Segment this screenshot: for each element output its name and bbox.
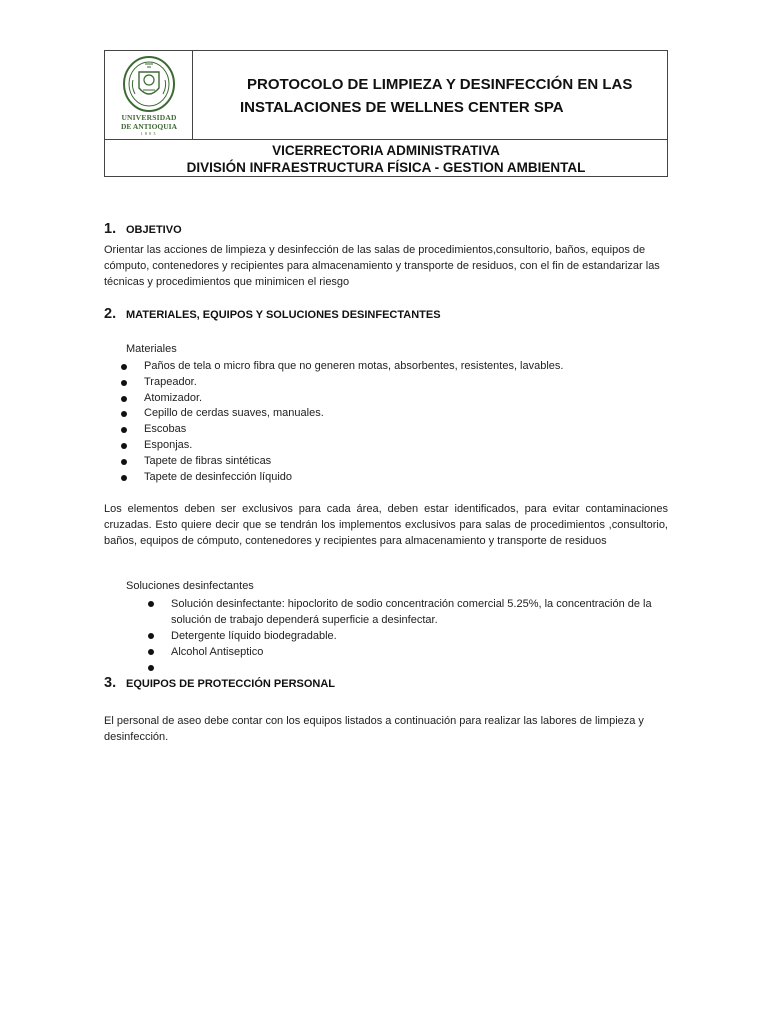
materials-list [116, 359, 563, 485]
document-title-line2: INSTALACIONES DE WELLNES CENTER SPA [240, 99, 564, 116]
list-item: Paños de tela o micro fibra que no generen motas, absorbentes, resistentes, lavables. [116, 359, 563, 375]
bullet-icon [121, 475, 127, 481]
epp-paragraph: El personal de aseo debe contar con los equipos listados a continuación para realizar las labores de limpieza y desinfección. [104, 715, 644, 743]
list-item: Tapete de fibras sintéticas [116, 454, 563, 470]
list-item: Tapete de desinfección líquido [116, 470, 563, 486]
objetivo-paragraph: Orientar las acciones de limpieza y desinfección de las salas de procedimientos,consultorio, baños, equipos de cómputo, contenedores y recipientes para almacenamiento y transporte de residuos, con el fin de estandarizar las técnicas y procedimientos que minimicen el riesgo [104, 244, 660, 288]
list-item: Atomizador. [116, 391, 563, 407]
section-title: OBJETIVO [126, 224, 182, 236]
bullet-icon [148, 633, 154, 639]
bullet-icon [148, 601, 154, 607]
bullet-icon [121, 380, 127, 386]
section-number: 2. [104, 306, 117, 322]
list-item: Escobas [116, 422, 563, 438]
section-number: 1. [104, 221, 117, 237]
subtitle-line2: DIVISIÓN INFRAESTRUCTURA FÍSICA - GESTION AMBIENTAL [186, 160, 586, 175]
solutions-list [144, 596, 668, 674]
list-item: Solución desinfectante: hipoclorito de sodio concentración comercial 5.25%, la concentración de la solución de trabajo dependerá superficie a desinfectar. [144, 596, 668, 628]
bullet-icon [121, 459, 127, 465]
section-title: EQUIPOS DE PROTECCIÓN PERSONAL [126, 678, 336, 690]
bullet-icon [121, 427, 127, 433]
bullet-icon [121, 396, 127, 402]
document-title-line1: PROTOCOLO DE LIMPIEZA Y DESINFECCIÓN EN LAS [247, 76, 633, 93]
list-item: Detergente líquido biodegradable. [144, 628, 668, 644]
list-item: Alcohol Antiseptico [144, 644, 668, 660]
title-cell [193, 51, 667, 139]
logo-text-line2: DE ANTIOQUIA [120, 122, 178, 131]
list-item: Esponjas. [116, 438, 563, 454]
list-item [144, 660, 668, 674]
university-seal-icon [121, 56, 177, 112]
bullet-icon [148, 649, 154, 655]
logo-text-line1: UNIVERSIDAD [121, 113, 177, 122]
bullet-icon [121, 443, 127, 449]
section-heading-materiales [104, 306, 441, 322]
list-item: Trapeador. [116, 375, 563, 391]
section-number: 3. [104, 675, 117, 691]
bullet-icon [121, 364, 127, 370]
subtitle-row [105, 139, 667, 176]
section-title: MATERIALES, EQUIPOS Y SOLUCIONES DESINFECTANTES [126, 309, 441, 321]
solutions-label: Soluciones desinfectantes [126, 580, 254, 592]
logo-text-year: 1803 [140, 131, 158, 136]
bullet-icon [148, 665, 154, 671]
logo-cell [105, 51, 193, 139]
document-header [104, 50, 668, 177]
list-item: Cepillo de cerdas suaves, manuales. [116, 406, 563, 422]
elements-note-paragraph: Los elementos deben ser exclusivos para cada área, deben estar identificados, para evitar contaminaciones cruzadas. Esto quiere decir que se tendrán los implementos exclusivos para salas de procedimientos ,consultorio, baños, equipos de cómputo, contenedores y recipientes para almacenamiento y transporte de residuos [104, 503, 668, 547]
materials-label: Materiales [126, 343, 177, 355]
section-heading-objetivo [104, 221, 182, 237]
bullet-icon [121, 411, 127, 417]
section-heading-epp [104, 675, 335, 691]
subtitle-line1: VICERRECTORIA ADMINISTRATIVA [272, 143, 500, 158]
